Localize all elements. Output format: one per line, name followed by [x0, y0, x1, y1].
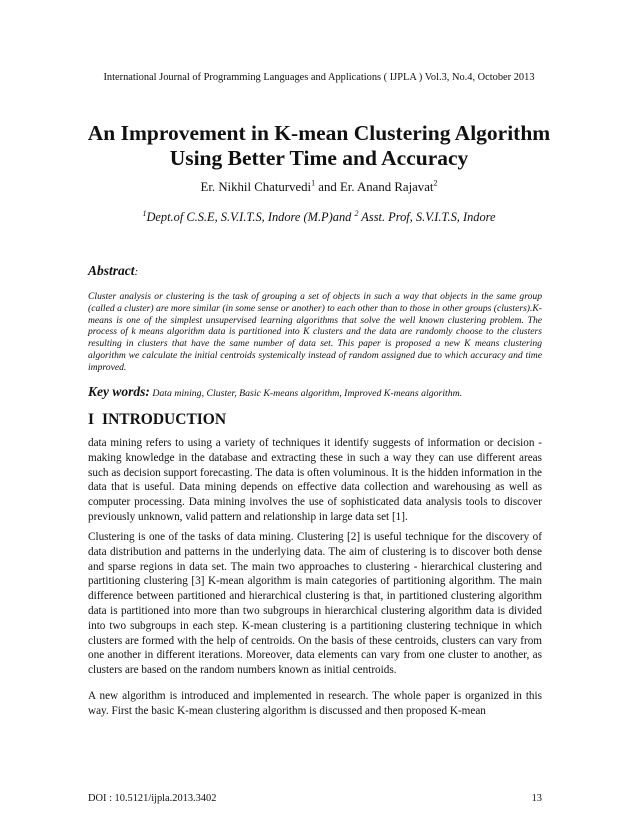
author-1-superscript: 1	[311, 178, 316, 188]
section-title: INTRODUCTION	[102, 411, 227, 428]
section-heading	[88, 411, 226, 429]
affiliation-part-2: Asst. Prof, S.V.I.T.S, Indore	[358, 210, 496, 224]
paragraph-1: data mining refers to using a variety of techniques it identify suggests of information or decision - making knowledge in the database and extracting these in such a way they can use different areas such as decision support forecasting. The data is often voluminous. It is the hidden information in the data that is useful. Data mining depends on effective data collection and warehousing as well as computer processing. Data mining involves the use of sophisticated data analysis tools to discover previously unknown, valid pattern and relationship in large data set [1].	[88, 437, 542, 523]
abstract-heading	[88, 263, 138, 279]
paragraph-3: A new algorithm is introduced and implemented in research. The whole paper is organized in this way. First the basic K-mean clustering algorithm is discussed and then proposed K-mean	[88, 690, 542, 717]
abstract-text: Cluster analysis or clustering is the task of grouping a set of objects in such a way that objects in the same group (called a cluster) are more similar (in some sense or another) to each other than to those in other groups (clusters).K-means is one of the simplest unsupervised learning algorithms that solve the well known clustering problem. The process of k means algorithm data is partitioned into K clusters and the data are randomly choose to the clusters resulting in clusters that have the same number of data set. This paper is proposed a new K means clustering algorithm we calculate the initial centroids systemically instead of random assigned due to which accuracy and time improved.	[88, 291, 542, 373]
keywords-label: Key words:	[88, 384, 150, 399]
paragraph-2: Clustering is one of the tasks of data mining. Clustering [2] is useful technique for the discovery of data distribution and patterns in the underlying data. The aim of clustering is to discover both dense and sparse regions in data set. The main two approaches to clustering - hierarchical clustering and partitioning clustering [3] K-mean algorithm is main categories of partitioning algorithm. The main difference between partitioned and hierarchical clustering is that, in partitioned clustering algorithm data is partitioned into more than two subgroups in hierarchical clustering algorithm data is divided into two subgroups in each step. K-mean clustering is a partitioning clustering technique in which clusters are formed with the help of centroids. On the basis of these centroids, clusters can vary from one another in different iterations. Moreover, data elements can vary from one cluster to another, as clusters are based on the random numbers known as initial centroids.	[88, 531, 542, 677]
affiliation-superscript-2: 2	[354, 208, 359, 218]
author-1: Er. Nikhil Chaturvedi	[200, 180, 312, 194]
author-join: and Er. Anand Rajavat	[315, 180, 434, 194]
keywords-text: Data mining, Cluster, Basic K-means algorithm, Improved K-means algorithm.	[149, 388, 463, 399]
title-line-2: Using Better Time and Accuracy	[169, 146, 469, 170]
author-2-superscript: 2	[433, 178, 438, 188]
title-line-1: An Improvement in K-mean Clustering Algorithm	[87, 121, 551, 145]
author-line	[0, 180, 638, 195]
affiliation-part-1: Dept.of C.S.E, S.V.I.T.S, Indore (M.P)and	[146, 210, 355, 224]
footer-page-number: 13	[531, 793, 542, 804]
affiliation-superscript-1: 1	[142, 208, 147, 218]
paper-title	[60, 121, 578, 171]
section-number: I	[88, 411, 95, 428]
affiliation-line	[0, 210, 638, 225]
keywords-line	[88, 384, 462, 400]
abstract-heading-colon: :	[134, 266, 139, 278]
footer-doi: DOI : 10.5121/ijpla.2013.3402	[88, 793, 217, 804]
running-head: International Journal of Programming Languages and Applications ( IJPLA ) Vol.3, No.4, October 2013	[103, 72, 535, 83]
abstract-heading-label: Abstract	[88, 263, 135, 278]
